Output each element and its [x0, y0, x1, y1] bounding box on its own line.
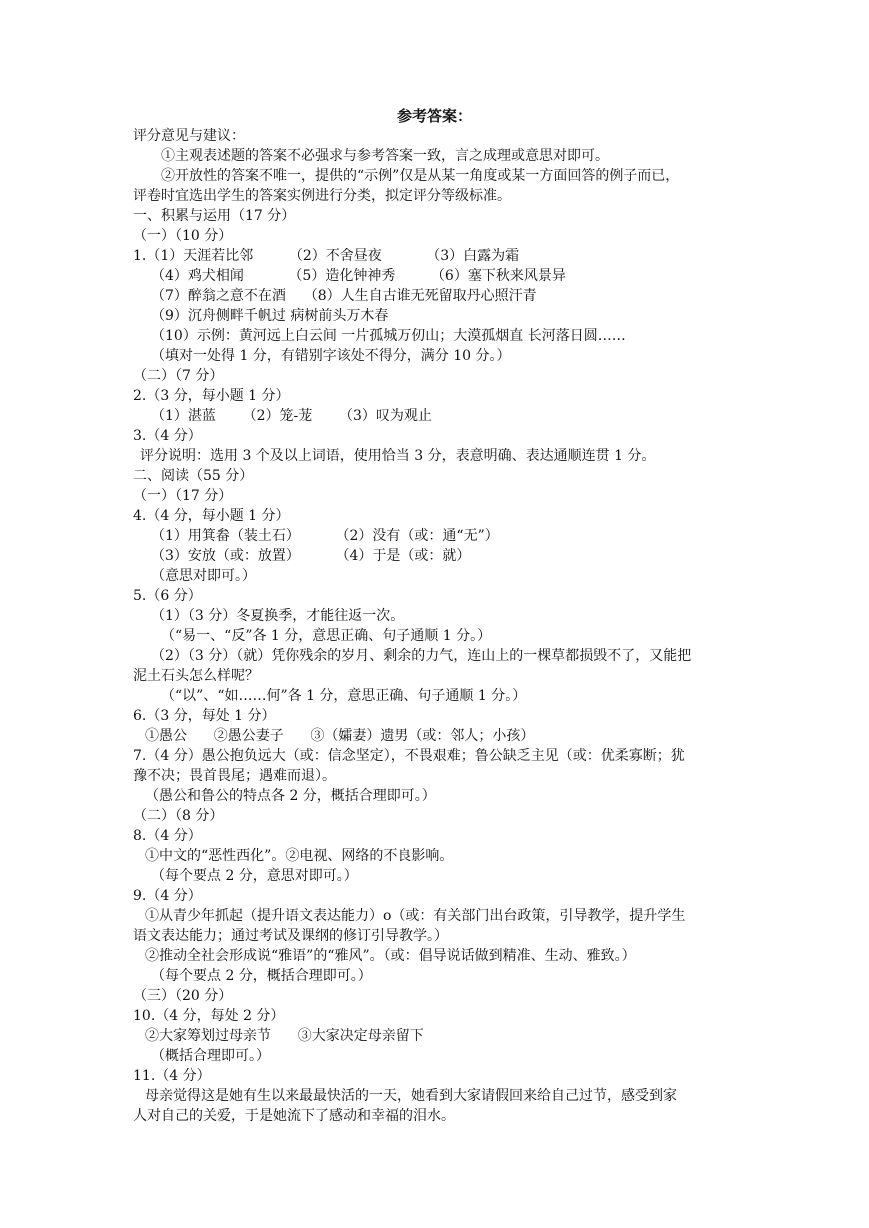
text-line: ②开放性的答案不唯一，提供的“示例”仅是从某一角度或某一方面回答的例子而已，	[161, 168, 680, 184]
text-line: 1.（1）天涯若比邻 （2）不舍昼夜 （3）白露为霜	[133, 248, 520, 264]
text-line: 人对自己的关爱，于是她流下了感动和幸福的泪水。	[133, 1108, 455, 1124]
section-heading: 一、积累与运用（17 分）	[133, 208, 296, 224]
text-line: （3）安放（或：放置） （4）于是（或：就）	[151, 548, 471, 564]
text-line: 3.（4 分）	[133, 428, 202, 444]
subsection-heading: （二）（8 分）	[133, 808, 224, 824]
text-line: （愚公和鲁公的特点各 2 分，概括合理即可。）	[145, 788, 436, 804]
text-line: 评卷时宜选出学生的答案实例进行分类，拟定评分等级标准。	[133, 188, 511, 204]
text-line: ②推动全社会形成说“雅语”的“雅风”。（或：倡导说话做到精准、生动、雅致。）	[145, 948, 636, 964]
subsection-heading: （三）（20 分）	[133, 988, 233, 1004]
subsection-heading: （一）（10 分）	[133, 228, 233, 244]
text-line: （概括合理即可。）	[151, 1048, 270, 1064]
text-line: 豫不决；畏首畏尾；遇难而退）。	[133, 768, 336, 784]
text-line: 7.（4 分）愚公抱负远大（或：信念坚定），不畏艰难；鲁公缺乏主见（或：优柔寡断；犹	[133, 748, 685, 764]
page-title: 参考答案：	[396, 107, 472, 125]
text-line: （10）示例：黄河远上白云间 一片孤城万仞山；大漠孤烟直 长河落日圆……	[151, 328, 626, 344]
text-line: 9.（4 分）	[133, 888, 202, 904]
text-line: （1）（3 分）冬夏换季，才能往返一次。	[151, 608, 405, 624]
text-line: （4）鸡犬相闻 （5）造化钟神秀 （6）塞下秋来风景异	[151, 268, 566, 284]
text-line: 评分说明：选用 3 个及以上词语，使用恰当 3 分，表意明确、表达通顺连贯 1 分。	[140, 448, 656, 464]
text-line: 11.（4 分）	[133, 1068, 211, 1084]
text-line: （“易一、“反”各 1 分，意思正确、句子通顺 1 分。）	[161, 628, 492, 644]
text-line: （1）湛蓝 （2）笼-茏 （3）叹为观止	[151, 408, 432, 424]
text-line: 语文表达能力；通过考试及课纲的修订引导教学。）	[133, 928, 448, 944]
text-line: 2.（3 分，每小题 1 分）	[133, 388, 290, 404]
text-line: 10.（4 分，每处 2 分）	[133, 1008, 285, 1024]
subsection-heading: （二）（7 分）	[133, 368, 224, 384]
text-line: （每个要点 2 分，概括合理即可。）	[151, 968, 372, 984]
text-line: （7）醉翁之意不在酒 （8）人生自古谁无死留取丹心照汗青	[151, 288, 537, 304]
text-line: （填对一处得 1 分，有错别字该处不得分，满分 10 分。）	[151, 348, 511, 364]
text-line: 泥土石头怎么样呢？	[133, 668, 259, 684]
section-heading: 二、阅读（55 分）	[133, 468, 254, 484]
text-line: （意思对即可。）	[151, 568, 256, 584]
text-line: 评分意见与建议：	[133, 128, 245, 144]
text-line: 母亲觉得这是她有生以来最最快活的一天，她看到大家请假回来给自己过节，感受到家	[145, 1088, 677, 1104]
text-line: ②大家筹划过母亲节 ③大家决定母亲留下	[145, 1028, 424, 1044]
text-line: 5.（6 分）	[133, 588, 202, 604]
text-line: ①中文的“恶性西化”。②电视、网络的不良影响。	[145, 848, 454, 864]
text-line: 4.（4 分，每小题 1 分）	[133, 508, 290, 524]
text-line: 8.（4 分）	[133, 828, 202, 844]
text-line: （1）用箕畚（装土石） （2）没有（或：通“无”）	[151, 528, 499, 544]
text-line: ①主观表述题的答案不必强求与参考答案一致，言之成理或意思对即可。	[161, 148, 609, 164]
subsection-heading: （一）（17 分）	[133, 488, 233, 504]
text-line: （9）沉舟侧畔千帆过 病树前头万木春	[151, 308, 389, 324]
text-line: （2）（3 分）（就）凭你残余的岁月、剩余的力气，连山上的一棵草都损毁不了，又能把	[151, 648, 692, 664]
text-line: （“以”、“如……何”各 1 分，意思正确、句子通顺 1 分。）	[161, 688, 527, 704]
text-line: 6.（3 分，每处 1 分）	[133, 708, 276, 724]
text-line: （每个要点 2 分，意思对即可。）	[151, 868, 358, 884]
text-line: ①从青少年抓起（提升语文表达能力）o（或：有关部门出台政策，引导教学，提升学生	[145, 908, 686, 924]
text-line: ①愚公 ②愚公妻子 ③（孀妻）遗男（或：邻人；小孩）	[145, 728, 535, 744]
